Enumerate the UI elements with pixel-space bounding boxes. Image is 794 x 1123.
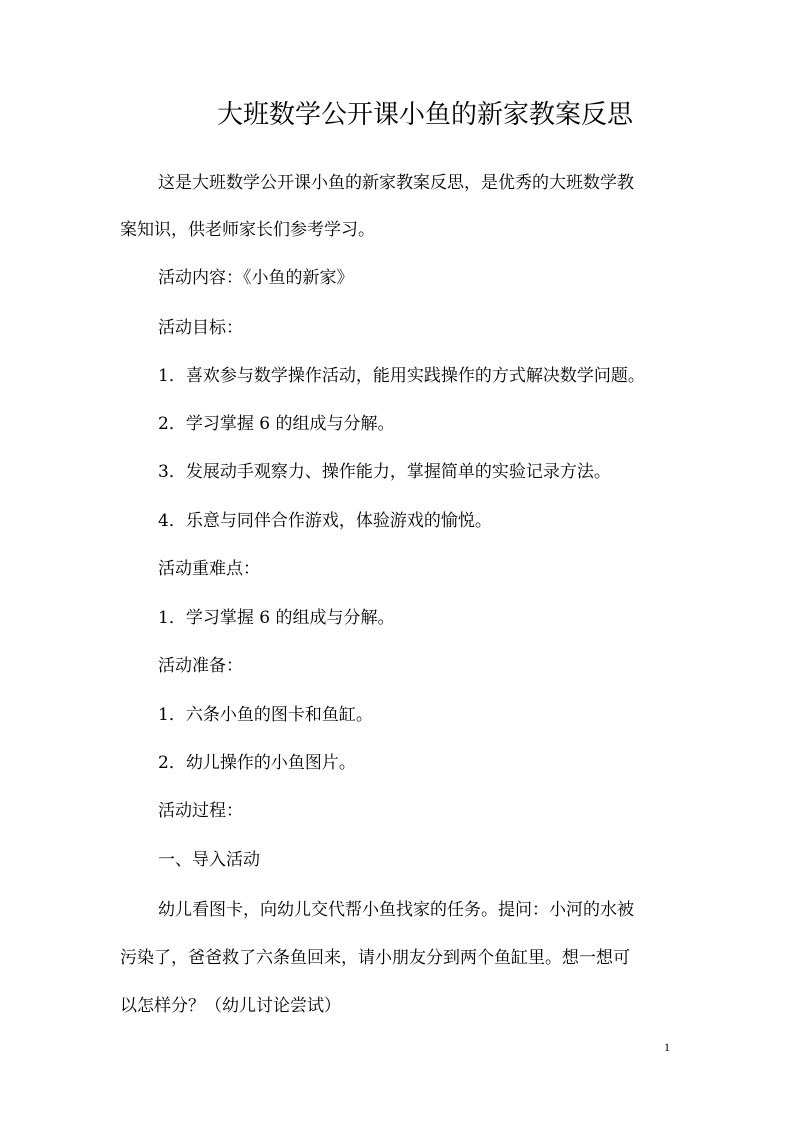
process-section-1-heading: 一、导入活动: [158, 850, 260, 870]
goal-item-1: 1．喜欢参与数学操作活动，能用实践操作的方式解决数学问题。: [158, 366, 645, 386]
process-paragraph-line-1: 幼儿看图卡，向幼儿交代帮小鱼找家的任务。提问：小河的水被: [158, 900, 634, 920]
process-paragraph-line-2: 污染了，爸爸救了六条鱼回来，请小朋友分到两个鱼缸里。想一想可: [120, 948, 630, 968]
key-point-item-1: 1．学习掌握 6 的组成与分解。: [158, 608, 395, 628]
preparation-item-1: 1．六条小鱼的图卡和鱼缸。: [158, 705, 373, 725]
paragraph-intro-line-1: 这是大班数学公开课小鱼的新家教案反思，是优秀的大班数学教: [158, 173, 634, 193]
activity-content-line: 活动内容：《小鱼的新家》: [158, 268, 354, 288]
process-paragraph-line-3: 以怎样分？（幼儿讨论尝试）: [120, 996, 341, 1016]
goal-item-4: 4．乐意与同伴合作游戏，体验游戏的愉悦。: [158, 511, 492, 531]
goal-item-3: 3．发展动手观察力、操作能力，掌握简单的实验记录方法。: [158, 462, 611, 482]
activity-goals-heading: 活动目标：: [158, 318, 243, 338]
preparation-heading: 活动准备：: [158, 656, 243, 676]
page-number: 1: [664, 1040, 670, 1054]
process-heading: 活动过程：: [158, 801, 243, 821]
goal-item-2: 2．学习掌握 6 的组成与分解。: [158, 414, 395, 434]
key-points-heading: 活动重难点：: [158, 559, 260, 579]
paragraph-intro-line-2: 案知识，供老师家长们参考学习。: [120, 220, 375, 240]
preparation-item-2: 2．幼儿操作的小鱼图片。: [158, 753, 356, 773]
document-title: 大班数学公开课小鱼的新家教案反思: [216, 100, 633, 130]
